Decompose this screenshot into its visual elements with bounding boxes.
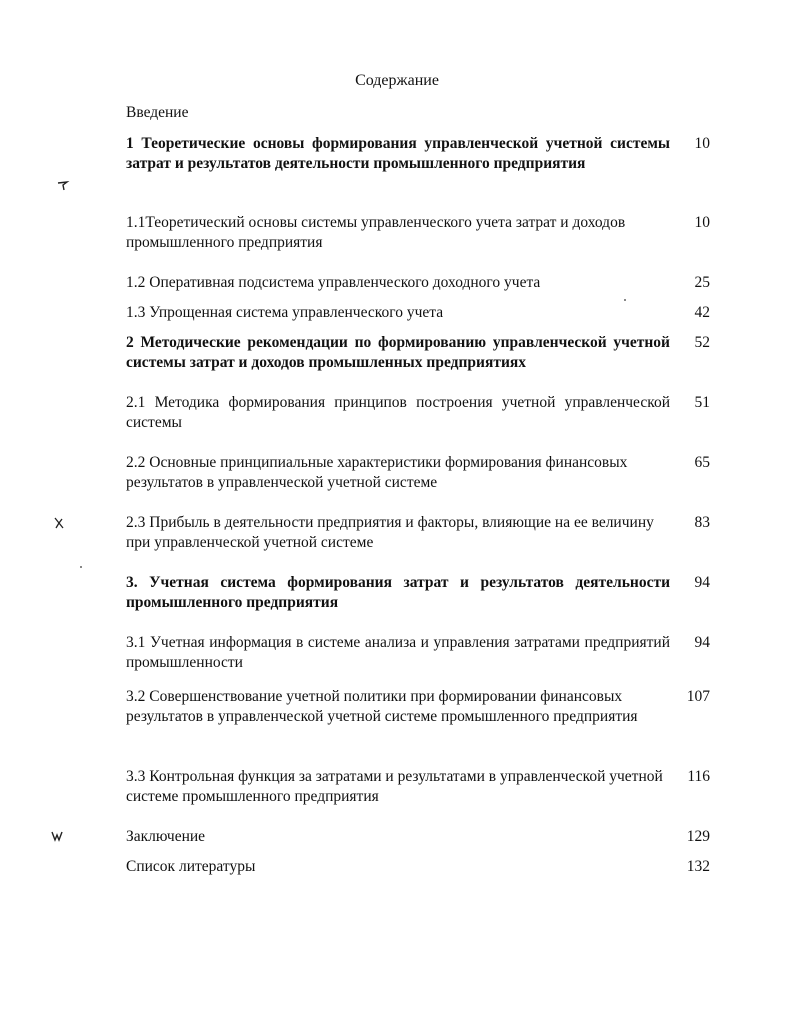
toc-entry-section-3-3 [126,767,710,807]
toc-entry-text: 3.1 Учетная информация в системе анализа и управления затратами предприятий промышленности [126,634,670,671]
scan-speck [80,566,82,568]
toc-entry-page: 94 [694,574,710,591]
toc-entry-page: 10 [694,135,710,152]
page-title: Содержание [355,72,439,89]
toc-entry-page: 107 [686,688,710,705]
toc-entry-text: 1.2 Оперативная подсистема управленческого доходного учета [126,274,541,291]
toc-entry-text: 1.1Теоретический основы системы управленческого учета затрат и доходов промышленного предприятия [126,214,626,251]
toc-entry-chapter-1 [126,134,710,174]
toc-entry-page: 10 [694,214,710,231]
toc-entry-page: 42 [694,304,710,321]
toc-entry-page: 51 [694,394,710,411]
toc-entry-text: Список литературы [126,858,256,875]
toc-entry-chapter-2 [126,333,710,373]
toc-entry-conclusion [126,827,710,847]
toc-entry-section-2-2 [126,453,710,493]
toc-entry-page: 129 [686,828,710,845]
toc-entry-text: 2 Методические рекомендации по формированию управленческой учетной системы затрат и доходов промышленных предприятиях [126,334,670,371]
toc-entry-text: Заключение [126,828,206,845]
toc-entry-text: 2.1 Методика формирования принципов построения учетной управленческой системы [126,394,670,431]
toc-entry-page: 94 [694,634,710,651]
toc-entry-text: Введение [126,104,189,121]
toc-entry-section-3-2 [126,687,710,727]
toc-entry-section-1-1 [126,213,710,253]
toc-entry-page: 25 [694,274,710,291]
toc-entry-text: 2.2 Основные принципиальные характеристики формирования финансовых результатов в управленческой учетной системе [126,454,628,491]
toc-entry-section-1-3 [126,303,710,323]
toc-entry-section-1-2 [126,273,710,293]
toc-entry-text: 1.3 Упрощенная система управленческого учета [126,304,444,321]
toc-entry-section-2-3 [126,513,710,553]
toc-entry-page: 116 [687,768,710,785]
toc-entry-chapter-3 [126,573,710,613]
scan-mark-icon [52,516,66,530]
toc-entry-section-3-1 [126,633,710,673]
toc-entry-intro [126,103,710,123]
toc-entry-bibliography [126,857,710,877]
toc-entry-page: 52 [694,334,710,351]
toc-entry-text: 3. Учетная система формирования затрат и результатов деятельности промышленного предприятия [126,574,670,611]
scan-mark-icon [50,830,64,842]
toc-entry-text: 3.2 Совершенствование учетной политики при формировании финансовых результатов в управленческой учетной системе промышленного предприятия [126,688,638,725]
toc-entry-text: 3.3 Контрольная функция за затратами и результатами в управленческой учетной системе промышленного предприятия [126,768,663,805]
toc-entry-section-2-1 [126,393,710,433]
toc-entry-page: 65 [694,454,710,471]
toc-entry-page: 132 [686,858,710,875]
toc-entry-text: 1 Теоретические основы формирования управленческой учетной системы затрат и результатов деятельности промышленного предприятия [126,135,670,172]
toc-entry-page: 83 [694,514,710,531]
scan-speck [624,299,626,301]
scan-mark-icon [56,180,70,192]
toc-entry-text: 2.3 Прибыль в деятельности предприятия и факторы, влияющие на ее величину при управленческой учетной системе [126,514,654,551]
